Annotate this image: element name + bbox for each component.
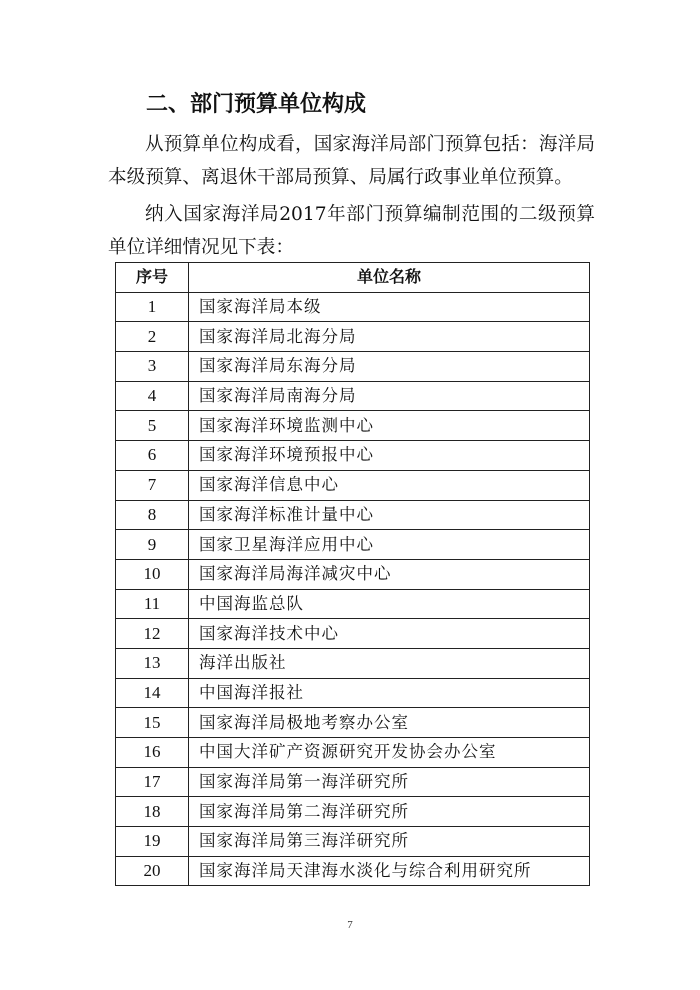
unit-name: 国家海洋局第三海洋研究所 — [189, 827, 590, 857]
unit-name: 国家海洋环境预报中心 — [189, 441, 590, 471]
row-number: 16 — [116, 738, 189, 768]
unit-name: 国家海洋信息中心 — [189, 470, 590, 500]
row-number: 17 — [116, 767, 189, 797]
page-number: 7 — [347, 919, 353, 931]
unit-name: 国家海洋局极地考察办公室 — [189, 708, 590, 738]
table-row — [116, 827, 590, 857]
header-number: 序号 — [116, 263, 189, 293]
unit-name: 国家海洋局南海分局 — [189, 381, 590, 411]
unit-name: 中国大洋矿产资源研究开发协会办公室 — [189, 738, 590, 768]
unit-name: 国家海洋局北海分局 — [189, 322, 590, 352]
unit-name: 中国海洋报社 — [189, 678, 590, 708]
row-number: 12 — [116, 619, 189, 649]
table-row — [116, 352, 590, 382]
row-number: 4 — [116, 381, 189, 411]
table-header-row — [116, 263, 590, 293]
row-number: 2 — [116, 322, 189, 352]
row-number: 10 — [116, 559, 189, 589]
row-number: 6 — [116, 441, 189, 471]
unit-name: 国家海洋技术中心 — [189, 619, 590, 649]
table-row — [116, 738, 590, 768]
table-row — [116, 559, 590, 589]
unit-name: 国家海洋局本级 — [189, 292, 590, 322]
row-number: 5 — [116, 411, 189, 441]
table-row — [116, 470, 590, 500]
intro-paragraph: 从预算单位构成看，国家海洋局部门预算包括：海洋局本级预算、离退休干部局预算、局属行政事业单位预算。 — [108, 134, 595, 188]
row-number: 13 — [116, 648, 189, 678]
table-row — [116, 411, 590, 441]
row-number: 15 — [116, 708, 189, 738]
table-row — [116, 797, 590, 827]
table-row — [116, 441, 590, 471]
table-row — [116, 856, 590, 886]
row-number: 1 — [116, 292, 189, 322]
table-row — [116, 589, 590, 619]
table-row — [116, 648, 590, 678]
table-body — [116, 292, 590, 886]
unit-name: 国家卫星海洋应用中心 — [189, 530, 590, 560]
unit-name: 国家海洋局东海分局 — [189, 352, 590, 382]
unit-name: 国家海洋环境监测中心 — [189, 411, 590, 441]
table-row — [116, 619, 590, 649]
table-row — [116, 767, 590, 797]
unit-name: 国家海洋局海洋减灾中心 — [189, 559, 590, 589]
unit-name: 国家海洋局天津海水淡化与综合利用研究所 — [189, 856, 590, 886]
table-intro-paragraph: 纳入国家海洋局2017年部门预算编制范围的二级预算单位详细情况见下表： — [108, 204, 595, 258]
row-number: 20 — [116, 856, 189, 886]
table-row — [116, 292, 590, 322]
unit-name: 国家海洋局第一海洋研究所 — [189, 767, 590, 797]
unit-name: 国家海洋局第二海洋研究所 — [189, 797, 590, 827]
unit-name: 国家海洋标准计量中心 — [189, 500, 590, 530]
table-row — [116, 500, 590, 530]
table-row — [116, 530, 590, 560]
table-row — [116, 381, 590, 411]
unit-name: 中国海监总队 — [189, 589, 590, 619]
header-unit-name: 单位名称 — [189, 263, 590, 293]
unit-name: 海洋出版社 — [189, 648, 590, 678]
row-number: 19 — [116, 827, 189, 857]
row-number: 14 — [116, 678, 189, 708]
row-number: 18 — [116, 797, 189, 827]
row-number: 7 — [116, 470, 189, 500]
table-row — [116, 678, 590, 708]
budget-unit-table — [115, 262, 590, 886]
table-row — [116, 708, 590, 738]
table-row — [116, 322, 590, 352]
row-number: 8 — [116, 500, 189, 530]
row-number: 11 — [116, 589, 189, 619]
row-number: 3 — [116, 352, 189, 382]
section-heading: 二、部门预算单位构成 — [146, 92, 367, 117]
row-number: 9 — [116, 530, 189, 560]
